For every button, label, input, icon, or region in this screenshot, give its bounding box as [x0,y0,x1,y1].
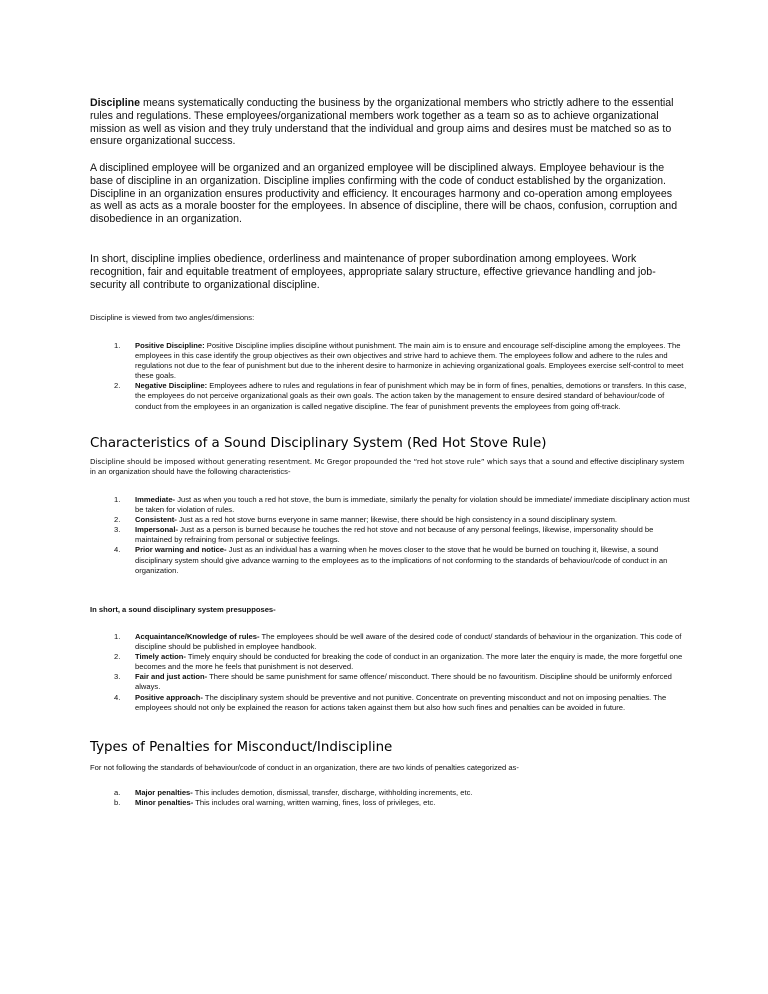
list-item: a. Major penalties- This includes demotion, dismissal, transfer, discharge, withholding increments, etc. [114,788,473,797]
intro-paragraph-1-text: means systematically conducting the business by the organizational members who strictly adhere to the essential rules and regulations. These employees/organizational members work together as a team so as to achieve organizational mission as well as vision and they truly understand that the individual and group aims and desires must be matched so as to ensure organizational success. [90,97,674,148]
list-item: 3. Fair and just action- There should be same punishment for same offence/ misconduct. There should be no favouritism. Discipline should be uniformly enforced always. [114,672,672,692]
list-item: 1. Positive Discipline: Positive Discipline implies discipline without punishment. The main aim is to ensure and encourage self-discipline among the employees. The employees in this case identify the group objectives as their own objectives and strive hard to achieve them. The employees follow and adhere to the rules and regulations not due to the fear of punishment but due to the inherent desire to harmonize in achieving organizational goals. Employees exercise self-control to meet these goals. [114,341,684,381]
section-heading-stove-rule: Characteristics of a Sound Disciplinary System (Red Hot Stove Rule) [90,436,547,451]
list-item: 1. Immediate- Just as when you touch a red hot stove, the burn is immediate, similarly the penalty for violation should be immediate/ immediate disciplinary action must be taken for violation of rules. [114,495,690,515]
intro-paragraph-3: In short, discipline implies obedience, orderliness and maintenance of proper subordination among employees. Work recognition, fair and equitable treatment of employees, appropriate salary structure, effective grievance handling and job-security all contribute to organizational discipline. [90,253,656,291]
discipline-term: Discipline [90,97,141,109]
presupposes-list [90,632,690,713]
stove-characteristics-list [90,495,690,576]
section-heading-penalties: Types of Penalties for Misconduct/Indiscipline [90,740,393,755]
list-item: 2. Negative Discipline: Employees adhere to rules and regulations in fear of punishment which may be in form of fines, penalties, demotions or transfers. In this case, the employees do not perceive organizational goals as their own goals. The action taken by the management to ensure desired standard of behaviour/code of conduct from the employees in an organization is called negative discipline. The fear of punishment prevents the employees from going off-track. [114,381,687,411]
stove-lead: Discipline should be imposed without generating resentment. Mc Gregor propounded the “red hot stove rule” which says that a sound and effective disciplinary system in an organization should have the following characteristics- [90,457,685,477]
list-item: b. Minor penalties- This includes oral warning, written warning, fines, loss of privileges, etc. [114,798,436,808]
list-item: 3. Impersonal- Just as a person is burned because he touches the red hot stove and not because of any personal feelings, likewise, impersonality should be maintained by refraining from personal or subjective feelings. [114,525,654,545]
list-item: 4. Positive approach- The disciplinary system should be preventive and not punitive. Concentrate on preventing misconduct and not on imposing penalties. The employees should not only be explained the reason for actions taken against them but also how such fines and penalties can be avoided in future. [114,692,667,712]
intro-paragraph-2: A disciplined employee will be organized and an organized employee will be disciplined always. Employee behaviour is the base of discipline in an organization. Discipline implies confirming with the code of conduct established by the organization. Discipline in an organization ensures productivity and efficiency. It encourages harmony and co-operation among employees as well as acts as a morale booster for the employees. In absence of discipline, there will be chaos, confusion, corruption and disobedience in an organization. [90,162,678,226]
intro-paragraph-1 [90,97,686,148]
angles-lead: Discipline is viewed from two angles/dimensions: [90,313,255,322]
list-item: 4. Prior warning and notice- Just as an individual has a warning when he moves closer to the stove that he would be burned on touching it, likewise, a sound disciplinary system should give advance warning to the employees as to the implications of not conforming to the standards of behaviour/code of conduct in an organization. [114,545,668,575]
list-item: 1. Acquaintance/Knowledge of rules- The employees should be well aware of the desired code of conduct/ standards of behaviour in the organization. This code of discipline should be published in employee handbook. [114,632,682,652]
list-item: 2. Consistent- Just as a red hot stove burns everyone in same manner; likewise, there should be high consistency in a sound disciplinary system. [114,515,618,525]
penalties-lead: For not following the standards of behaviour/code of conduct in an organization, there are two kinds of penalties categorized as- [90,763,519,772]
penalties-list [90,788,690,808]
list-item: 2. Timely action- Timely enquiry should be conducted for breaking the code of conduct in an organization. The more later the enquiry is made, the more forgetful one becomes and the more he feels that punishment is not deserved. [114,652,683,672]
angles-list [90,341,690,412]
presupposes-lead: In short, a sound disciplinary system presupposes- [90,605,276,614]
